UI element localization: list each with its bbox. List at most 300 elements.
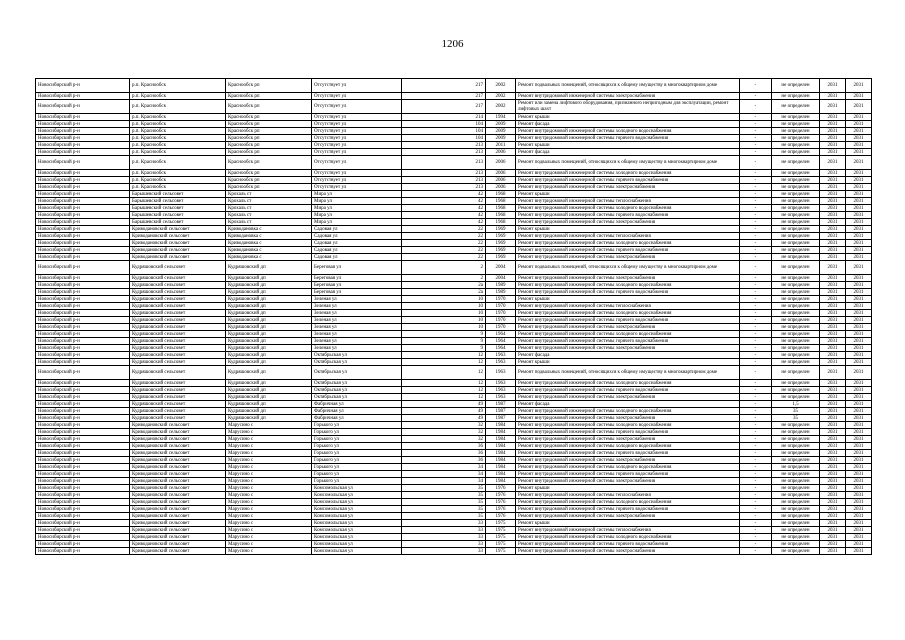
work-type-cell: Ремонт внутридомовой инженерной системы холодного водоснабжения [516, 380, 740, 387]
house-cell: 12 [402, 352, 486, 359]
work-type-cell: Ремонт внутридомовой инженерной системы электроснабжения [516, 324, 740, 331]
district-cell: Новосибирский р-н [36, 93, 130, 100]
work-type-cell: Ремонт внутридомовой инженерной системы горячего водоснабжения [516, 289, 740, 296]
street-cell: Береговая ул [312, 282, 402, 289]
year-from-cell: 2031 [820, 275, 846, 282]
year-cell: 1963 [486, 366, 516, 380]
amount-cell: не определен [772, 345, 820, 352]
municipality-cell: р.п. Краснообск [130, 135, 226, 142]
municipality-cell: Кудряшовский сельсовет [130, 387, 226, 394]
amount-cell: не определен [772, 198, 820, 205]
district-cell: Новосибирский р-н [36, 121, 130, 128]
work-type-cell: Ремонт крыши [516, 114, 740, 121]
work-type-cell: Ремонт внутридомовой инженерной системы горячего водоснабжения [516, 541, 740, 548]
amount-cell: не определен [772, 387, 820, 394]
table-row [36, 387, 872, 394]
year-cell: 1969 [486, 254, 516, 261]
table-row [36, 226, 872, 233]
year-cell: 1964 [486, 345, 516, 352]
table-row [36, 310, 872, 317]
year-from-cell: 2031 [820, 478, 846, 485]
year-from-cell: 2031 [820, 331, 846, 338]
municipality-cell: Кудряшовский сельсовет [130, 380, 226, 387]
settlement-cell: Краснообск рп [226, 128, 312, 135]
year-to-cell: 2031 [846, 317, 872, 324]
year-cell: 1963 [486, 387, 516, 394]
year-cell: 1975 [486, 527, 516, 534]
table-row [36, 506, 872, 513]
year-from-cell: 2031 [820, 338, 846, 345]
year-to-cell: 2031 [846, 212, 872, 219]
year-cell: 1969 [486, 240, 516, 247]
municipality-cell: Криводановский сельсовет [130, 527, 226, 534]
year-from-cell: 2031 [820, 345, 846, 352]
table-row [36, 177, 872, 184]
district-cell: Новосибирский р-н [36, 275, 130, 282]
district-cell: Новосибирский р-н [36, 457, 130, 464]
work-type-cell: Ремонт крыши [516, 226, 740, 233]
district-cell: Новосибирский р-н [36, 506, 130, 513]
year-from-cell: 2031 [820, 254, 846, 261]
street-cell: Комсомольская ул [312, 492, 402, 499]
municipality-cell: Кудряшовский сельсовет [130, 317, 226, 324]
table-row [36, 93, 872, 100]
work-type-cell: Ремонт фасада [516, 352, 740, 359]
year-from-cell: 2031 [820, 310, 846, 317]
year-from-cell: 2031 [820, 114, 846, 121]
district-cell: Новосибирский р-н [36, 198, 130, 205]
table-row [36, 478, 872, 485]
work-type-cell: Ремонт внутридомовой инженерной системы холодного водоснабжения [516, 310, 740, 317]
street-cell: Отсутствует ул [312, 177, 402, 184]
year-from-cell: 2031 [820, 100, 846, 114]
year-from-cell: 2031 [820, 506, 846, 513]
year-to-cell: 2031 [846, 184, 872, 191]
dash-cell: - [740, 135, 772, 142]
work-type-cell: Ремонт внутридомовой инженерной системы холодного водоснабжения [516, 128, 740, 135]
year-from-cell: 2031 [820, 401, 846, 408]
district-cell: Новосибирский р-н [36, 338, 130, 345]
amount-cell: не определен [772, 541, 820, 548]
year-to-cell: 2031 [846, 93, 872, 100]
table-row [36, 471, 872, 478]
street-cell: Комсомольская ул [312, 534, 402, 541]
year-cell: 1976 [486, 513, 516, 520]
house-cell: 10 [402, 303, 486, 310]
house-cell: 22 [402, 240, 486, 247]
settlement-cell: Кудряшовский дп [226, 275, 312, 282]
house-cell: 49 [402, 415, 486, 422]
amount-cell: не определен [772, 534, 820, 541]
work-type-cell: Ремонт внутридомовой инженерной системы холодного водоснабжения [516, 170, 740, 177]
amount-cell: не определен [772, 177, 820, 184]
house-cell: 42 [402, 198, 486, 205]
municipality-cell: Кудряшовский сельсовет [130, 352, 226, 359]
table-row [36, 359, 872, 366]
settlement-cell: Кудряшовский дп [226, 415, 312, 422]
house-cell: 32 [402, 436, 486, 443]
work-type-cell: Ремонт внутридомовой инженерной системы электроснабжения [516, 345, 740, 352]
municipality-cell: Кудряшовский сельсовет [130, 345, 226, 352]
dash-cell: - [740, 415, 772, 422]
year-cell: 1975 [486, 541, 516, 548]
street-cell: Комсомольская ул [312, 520, 402, 527]
municipality-cell: Кудряшовский сельсовет [130, 261, 226, 275]
table-row [36, 296, 872, 303]
year-from-cell: 2031 [820, 93, 846, 100]
table-row [36, 450, 872, 457]
work-type-cell: Ремонт фасада [516, 121, 740, 128]
settlement-cell: Марусино с [226, 429, 312, 436]
house-cell: 34 [402, 464, 486, 471]
table-row [36, 534, 872, 541]
year-from-cell: 2031 [820, 289, 846, 296]
year-cell: 1976 [486, 492, 516, 499]
street-cell: Комсомольская ул [312, 548, 402, 555]
amount-cell: не определен [772, 275, 820, 282]
year-to-cell: 2031 [846, 534, 872, 541]
street-cell: Отсутствует ул [312, 121, 402, 128]
settlement-cell: Кудряшовский дп [226, 317, 312, 324]
dash-cell: - [740, 114, 772, 121]
district-cell: Новосибирский р-н [36, 79, 130, 93]
street-cell: Садовая ул [312, 254, 402, 261]
district-cell: Новосибирский р-н [36, 240, 130, 247]
district-cell: Новосибирский р-н [36, 219, 130, 226]
municipality-cell: р.п. Краснообск [130, 149, 226, 156]
year-cell: 2006 [486, 177, 516, 184]
amount-cell: не определен [772, 226, 820, 233]
dash-cell: - [740, 324, 772, 331]
year-to-cell: 2031 [846, 408, 872, 415]
year-to-cell: 2031 [846, 191, 872, 198]
settlement-cell: Марусино с [226, 506, 312, 513]
work-type-cell: Ремонт внутридомовой инженерной системы электроснабжения [516, 478, 740, 485]
year-from-cell: 2031 [820, 394, 846, 401]
house-cell: 104 [402, 121, 486, 128]
amount-cell: не определен [772, 254, 820, 261]
municipality-cell: Криводановский сельсовет [130, 443, 226, 450]
street-cell: Октябрьская ул [312, 380, 402, 387]
work-type-cell: Ремонт внутридомовой инженерной системы холодного водоснабжения [516, 408, 740, 415]
settlement-cell: Кудряшовский дп [226, 310, 312, 317]
settlement-cell: Кудряшовский дп [226, 331, 312, 338]
year-to-cell: 2031 [846, 422, 872, 429]
house-cell: 22 [402, 247, 486, 254]
street-cell: Мира ул [312, 198, 402, 205]
table-row [36, 247, 872, 254]
year-cell: 2011 [486, 142, 516, 149]
house-cell: 10 [402, 324, 486, 331]
street-cell: Комсомольская ул [312, 506, 402, 513]
year-to-cell: 2031 [846, 303, 872, 310]
house-cell: 35 [402, 485, 486, 492]
amount-cell: не определен [772, 366, 820, 380]
street-cell: Береговая ул [312, 275, 402, 282]
amount-cell: не определен [772, 121, 820, 128]
dash-cell: - [740, 247, 772, 254]
amount-cell: не определен [772, 282, 820, 289]
street-cell: Зеленая ул [312, 331, 402, 338]
district-cell: Новосибирский р-н [36, 135, 130, 142]
year-cell: 2006 [486, 184, 516, 191]
year-to-cell: 2031 [846, 170, 872, 177]
table-row [36, 408, 872, 415]
year-cell: 1994 [486, 114, 516, 121]
year-from-cell: 2031 [820, 128, 846, 135]
work-type-cell: Ремонт внутридомовой инженерной системы горячего водоснабжения [516, 387, 740, 394]
amount-cell: не определен [772, 303, 820, 310]
house-cell: 32 [402, 422, 486, 429]
street-cell: Садовая ул [312, 240, 402, 247]
page-number: 1206 [441, 38, 464, 50]
year-to-cell: 2031 [846, 149, 872, 156]
settlement-cell: Криводановка с [226, 247, 312, 254]
year-cell: 1984 [486, 450, 516, 457]
work-type-cell: Ремонт внутридомовой инженерной системы электроснабжения [516, 513, 740, 520]
year-cell: 1984 [486, 471, 516, 478]
municipality-cell: р.п. Краснообск [130, 100, 226, 114]
table-row [36, 345, 872, 352]
dash-cell: - [740, 506, 772, 513]
work-type-cell: Ремонт внутридомовой инженерной системы электроснабжения [516, 219, 740, 226]
work-type-cell: Ремонт внутридомовой инженерной системы электроснабжения [516, 548, 740, 555]
street-cell: Октябрьская ул [312, 366, 402, 380]
house-cell: 213 [402, 184, 486, 191]
street-cell: Отсутствует ул [312, 149, 402, 156]
year-cell: 1968 [486, 198, 516, 205]
settlement-cell: Марусино с [226, 464, 312, 471]
house-cell: 2 [402, 275, 486, 282]
work-type-cell: Ремонт внутридомовой инженерной системы электроснабжения [516, 184, 740, 191]
house-cell: 22 [402, 254, 486, 261]
year-from-cell: 2031 [820, 240, 846, 247]
municipality-cell: р.п. Краснообск [130, 121, 226, 128]
amount-cell: не определен [772, 170, 820, 177]
amount-cell: не определен [772, 289, 820, 296]
table-row [36, 422, 872, 429]
dash-cell: - [740, 450, 772, 457]
year-from-cell: 2031 [820, 450, 846, 457]
settlement-cell: Краснообск рп [226, 177, 312, 184]
dash-cell: - [740, 401, 772, 408]
municipality-cell: р.п. Краснообск [130, 170, 226, 177]
table-row [36, 380, 872, 387]
work-type-cell: Ремонт крыши [516, 359, 740, 366]
dash-cell: - [740, 408, 772, 415]
street-cell: Береговая ул [312, 289, 402, 296]
work-type-cell: Ремонт внутридомовой инженерной системы холодного водоснабжения [516, 534, 740, 541]
table-row [36, 275, 872, 282]
street-cell: Горького ул [312, 457, 402, 464]
municipality-cell: р.п. Краснообск [130, 156, 226, 170]
work-type-cell: Ремонт внутридомовой инженерной системы теплоснабжения [516, 527, 740, 534]
settlement-cell: Марусино с [226, 471, 312, 478]
table-row [36, 548, 872, 555]
table-row [36, 198, 872, 205]
district-cell: Новосибирский р-н [36, 443, 130, 450]
dash-cell: - [740, 520, 772, 527]
dash-cell: - [740, 527, 772, 534]
year-cell: 1976 [486, 499, 516, 506]
amount-cell: не определен [772, 352, 820, 359]
district-cell: Новосибирский р-н [36, 422, 130, 429]
settlement-cell: Марусино с [226, 443, 312, 450]
dash-cell: - [740, 142, 772, 149]
municipality-cell: Криводановский сельсовет [130, 429, 226, 436]
dash-cell: - [740, 478, 772, 485]
house-cell: 217 [402, 93, 486, 100]
municipality-cell: Кудряшовский сельсовет [130, 415, 226, 422]
district-cell: Новосибирский р-н [36, 247, 130, 254]
amount-cell: не определен [772, 261, 820, 275]
settlement-cell: Краснообск рп [226, 142, 312, 149]
work-type-cell: Ремонт внутридомовой инженерной системы электроснабжения [516, 275, 740, 282]
year-cell: 1970 [486, 317, 516, 324]
settlement-cell: Кудряшовский дп [226, 352, 312, 359]
year-to-cell: 2031 [846, 226, 872, 233]
amount-cell: не определен [772, 478, 820, 485]
year-from-cell: 2031 [820, 282, 846, 289]
settlement-cell: Кудряшовский дп [226, 387, 312, 394]
settlement-cell: Кудряшовский дп [226, 296, 312, 303]
work-type-cell: Ремонт внутридомовой инженерной системы горячего водоснабжения [516, 338, 740, 345]
year-cell: 1984 [486, 429, 516, 436]
year-cell: 1984 [486, 464, 516, 471]
district-cell: Новосибирский р-н [36, 478, 130, 485]
year-from-cell: 2031 [820, 527, 846, 534]
municipality-cell: Кудряшовский сельсовет [130, 394, 226, 401]
year-to-cell: 2031 [846, 282, 872, 289]
amount-cell: не определен [772, 429, 820, 436]
district-cell: Новосибирский р-н [36, 282, 130, 289]
municipality-cell: Криводановский сельсовет [130, 436, 226, 443]
year-cell: 2004 [486, 261, 516, 275]
house-cell: 33 [402, 527, 486, 534]
municipality-cell: р.п. Краснообск [130, 93, 226, 100]
year-to-cell: 2031 [846, 205, 872, 212]
amount-cell: 1,5 [772, 401, 820, 408]
municipality-cell: Криводановский сельсовет [130, 478, 226, 485]
settlement-cell: Кудряшовский дп [226, 324, 312, 331]
dash-cell: - [740, 394, 772, 401]
year-from-cell: 2031 [820, 485, 846, 492]
street-cell: Горького ул [312, 429, 402, 436]
year-cell: 1987 [486, 415, 516, 422]
amount-cell: не определен [772, 142, 820, 149]
dash-cell: - [740, 317, 772, 324]
settlement-cell: Криводановка с [226, 240, 312, 247]
street-cell: Мира ул [312, 212, 402, 219]
year-to-cell: 2031 [846, 380, 872, 387]
house-cell: 10 [402, 296, 486, 303]
year-cell: 1963 [486, 352, 516, 359]
district-cell: Новосибирский р-н [36, 464, 130, 471]
dash-cell: - [740, 254, 772, 261]
street-cell: Горького ул [312, 478, 402, 485]
settlement-cell: Кудряшовский дп [226, 401, 312, 408]
street-cell: Садовая ул [312, 247, 402, 254]
table-row [36, 135, 872, 142]
district-cell: Новосибирский р-н [36, 429, 130, 436]
year-cell: 1969 [486, 226, 516, 233]
dash-cell: - [740, 366, 772, 380]
district-cell: Новосибирский р-н [36, 499, 130, 506]
dash-cell: - [740, 121, 772, 128]
municipality-cell: Криводановский сельсовет [130, 506, 226, 513]
district-cell: Новосибирский р-н [36, 149, 130, 156]
municipality-cell: Кудряшовский сельсовет [130, 331, 226, 338]
table-row [36, 436, 872, 443]
amount-cell: не определен [772, 184, 820, 191]
amount-cell: 35 [772, 415, 820, 422]
table-row [36, 513, 872, 520]
district-cell: Новосибирский р-н [36, 415, 130, 422]
year-to-cell: 2031 [846, 415, 872, 422]
table-row [36, 149, 872, 156]
dash-cell: - [740, 352, 772, 359]
amount-cell: не определен [772, 233, 820, 240]
district-cell: Новосибирский р-н [36, 345, 130, 352]
dash-cell: - [740, 338, 772, 345]
dash-cell: - [740, 513, 772, 520]
year-to-cell: 2031 [846, 387, 872, 394]
municipality-cell: Кудряшовский сельсовет [130, 408, 226, 415]
work-type-cell: Ремонт подвальных помещений, относящихся к общему имуществу в многоквартирном доме [516, 366, 740, 380]
year-cell: 1987 [486, 401, 516, 408]
dash-cell: - [740, 534, 772, 541]
house-cell: 10 [402, 310, 486, 317]
house-cell: 213 [402, 170, 486, 177]
house-cell: 35 [402, 513, 486, 520]
municipality-cell: р.п. Краснообск [130, 142, 226, 149]
table-row [36, 233, 872, 240]
house-cell: 42 [402, 205, 486, 212]
work-type-cell: Ремонт внутридомовой инженерной системы холодного водоснабжения [516, 464, 740, 471]
amount-cell: не определен [772, 443, 820, 450]
work-type-cell: Ремонт подвальных помещений, относящихся к общему имуществу в многоквартирном доме [516, 156, 740, 170]
street-cell: Зеленая ул [312, 324, 402, 331]
year-to-cell: 2031 [846, 359, 872, 366]
district-cell: Новосибирский р-н [36, 436, 130, 443]
year-from-cell: 2031 [820, 177, 846, 184]
dash-cell: - [740, 156, 772, 170]
year-from-cell: 2031 [820, 156, 846, 170]
year-cell: 1984 [486, 436, 516, 443]
district-cell: Новосибирский р-н [36, 289, 130, 296]
district-cell: Новосибирский р-н [36, 471, 130, 478]
year-to-cell: 2031 [846, 79, 872, 93]
house-cell: 217 [402, 79, 486, 93]
year-to-cell: 2031 [846, 436, 872, 443]
street-cell: Фабричная ул [312, 408, 402, 415]
dash-cell: - [740, 471, 772, 478]
year-from-cell: 2031 [820, 121, 846, 128]
dash-cell: - [740, 79, 772, 93]
street-cell: Комсомольская ул [312, 513, 402, 520]
work-type-cell: Ремонт внутридомовой инженерной системы холодного водоснабжения [516, 422, 740, 429]
dash-cell: - [740, 429, 772, 436]
year-from-cell: 2031 [820, 380, 846, 387]
district-cell: Новосибирский р-н [36, 261, 130, 275]
year-cell: 2006 [486, 170, 516, 177]
year-to-cell: 2031 [846, 506, 872, 513]
dash-cell: - [740, 149, 772, 156]
table-row [36, 429, 872, 436]
year-cell: 1975 [486, 534, 516, 541]
dash-cell: - [740, 240, 772, 247]
table-row [36, 464, 872, 471]
